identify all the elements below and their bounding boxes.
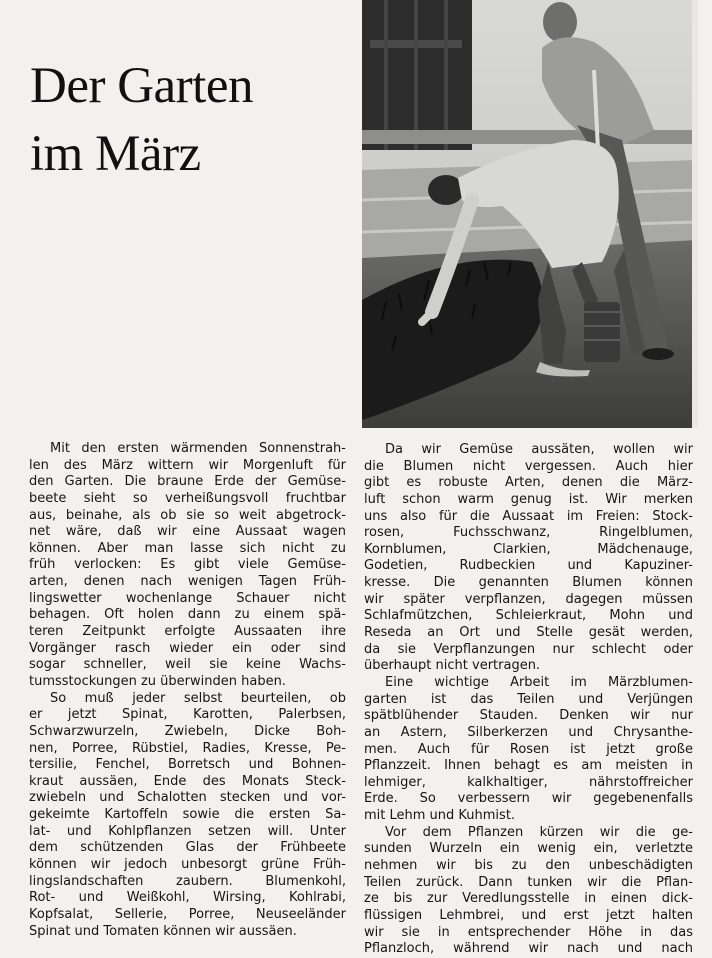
title-line-1: Der Garten: [30, 58, 253, 114]
text-line: luft schon warm genug ist. Wir merken: [364, 491, 693, 507]
title-line-2: im März: [30, 126, 201, 182]
text-line: Schlafmützchen, Schleierkraut, Mohn und: [364, 608, 693, 624]
article-title: [30, 52, 253, 188]
text-line: Mit den ersten wärmenden Sonnenstrah-: [50, 441, 346, 456]
text-line: an Astern, Silberkerzen und Chrysanthe-: [364, 724, 693, 740]
text-line: da sie Verpflanzungen nur schlecht oder: [364, 641, 693, 657]
paragraph: [29, 441, 346, 691]
text-line: Pflanzzeit. Ihnen behagt es am meisten in: [364, 758, 693, 774]
text-line: nen, Porree, Rübstiel, Radies, Kresse, Pe-: [29, 740, 346, 756]
text-line: tersilie, Fenchel, Borretsch und Bohnen-: [29, 757, 346, 773]
text-line: men. Auch für Rosen ist jetzt große: [364, 741, 693, 757]
text-line: ze bis zur Veredlungsstelle in einen dick-: [364, 891, 693, 907]
text-line: Pflanzloch, während wir nach und nach: [364, 941, 693, 957]
paragraph: [29, 691, 346, 941]
text-line: lehmiger, kalkhaltiger, nährstoffreicher: [364, 774, 693, 790]
text-line: Schwarzwurzeln, Zwiebeln, Dicke Boh-: [29, 723, 346, 739]
text-line: Vor dem Pflanzen kürzen wir die ge-: [385, 824, 693, 840]
text-line: Reseda an Ort und Stelle gesät werden,: [364, 625, 693, 641]
gardeners-photo: [362, 0, 698, 428]
text-line: garten ist das Teilen und Verjüngen: [364, 691, 693, 707]
text-line: nehmen wir bis zu den unbeschädigten: [364, 858, 693, 874]
text-line: Vorgänger rasch wieder ein oder sind: [29, 640, 346, 656]
article-column-right: [364, 442, 693, 958]
text-line: Rot- und Weißkohl, Wirsing, Kohlrabi,: [29, 890, 346, 906]
paragraph: [364, 825, 693, 958]
text-line: net wäre, daß wir eine Aussaat wagen: [29, 524, 346, 540]
text-line: behagen. Oft holen dann zu einem spä-: [29, 607, 346, 623]
text-line: mit Lehm und Kuhmist.: [364, 808, 516, 824]
text-line: wir sie in entsprechender Höhe in das: [364, 924, 693, 940]
text-line: Eine wichtige Arbeit im Märzblumen-: [385, 674, 693, 690]
text-line: Godetien, Rudbeckien und Kapuziner-: [364, 558, 693, 574]
text-line: flüssigen Lehmbrei, und erst jetzt halten: [364, 907, 693, 923]
text-line: Da wir Gemüse aussäten, wollen wir: [385, 442, 693, 457]
text-line: sunden Wurzeln ein wenig ein, verletzte: [364, 841, 693, 857]
text-line: früh verlocken: Es gibt viele Gemüse-: [29, 557, 346, 573]
text-line: lat- und Kohlpflanzen setzen will. Unter: [29, 823, 346, 839]
paragraph: [364, 675, 693, 825]
text-line: Teilen zurück. Dann tunken wir die Pflan-: [364, 874, 693, 890]
text-line: Kopfsalat, Sellerie, Porree, Neuseeländer: [29, 906, 346, 922]
text-line: er jetzt Spinat, Karotten, Palerbsen,: [29, 707, 346, 723]
text-line: lingswetter wochenlange Schauer nicht: [29, 590, 346, 606]
text-line: Erde. So verbessern wir gegebenenfalls: [364, 791, 693, 807]
text-line: lingslandschaften zaubern. Blumenkohl,: [29, 873, 346, 889]
text-line: wir später verpflanzen, dagegen müssen: [364, 591, 693, 607]
text-line: tumsstockungen zu überwinden haben.: [29, 673, 286, 689]
text-line: sogar schneller, weil sie keine Wachs-: [29, 657, 346, 673]
text-line: den Garten. Die braune Erde der Gemüse-: [29, 474, 346, 490]
text-line: zwiebeln und Schalotten stecken und vor-: [29, 790, 346, 806]
text-line: rosen, Fuchsschwanz, Ringelblumen,: [364, 525, 693, 541]
text-line: Spinat und Tomaten können wir aussäen.: [29, 923, 297, 939]
text-line: aus, beinahe, als ob sie so weit abgetrock-: [29, 507, 346, 523]
paragraph: [364, 442, 693, 675]
article-column-left: [29, 441, 346, 940]
text-line: gibt es robuste Arten, denen die März-: [364, 475, 693, 491]
text-line: Kornblumen, Clarkien, Mädchenauge,: [364, 541, 693, 557]
text-line: gekeimte Kartoffeln sowie die ersten Sa-: [29, 807, 346, 823]
text-line: die Blumen nicht vergessen. Auch hier: [364, 458, 693, 474]
text-line: kresse. Die genannten Blumen können: [364, 575, 693, 591]
text-line: So muß jeder selbst beurteilen, ob: [50, 690, 346, 706]
text-line: können wir jedoch unbesorgt grüne Früh-: [29, 857, 346, 873]
text-line: spätblühender Stauden. Denken wir nur: [364, 708, 693, 724]
text-line: uns also für die Aussaat im Freien: Stock-: [364, 508, 693, 524]
text-line: kraut aussäen, Ende des Monats Steck-: [29, 773, 346, 789]
text-line: teren Zeitpunkt erfolgte Aussaaten ihre: [29, 624, 346, 640]
text-line: arten, denen nach wenigen Tagen Früh-: [29, 574, 346, 590]
text-line: len des März wittern wir Morgenluft für: [29, 457, 346, 473]
text-line: dem schützenden Glas der Frühbeete: [29, 840, 346, 856]
text-line: können. Aber man lasse sich nicht zu: [29, 540, 346, 556]
text-line: überhaupt nicht vertragen.: [364, 658, 541, 674]
text-line: beete sieht so verheißungsvoll fruchtbar: [29, 490, 346, 506]
